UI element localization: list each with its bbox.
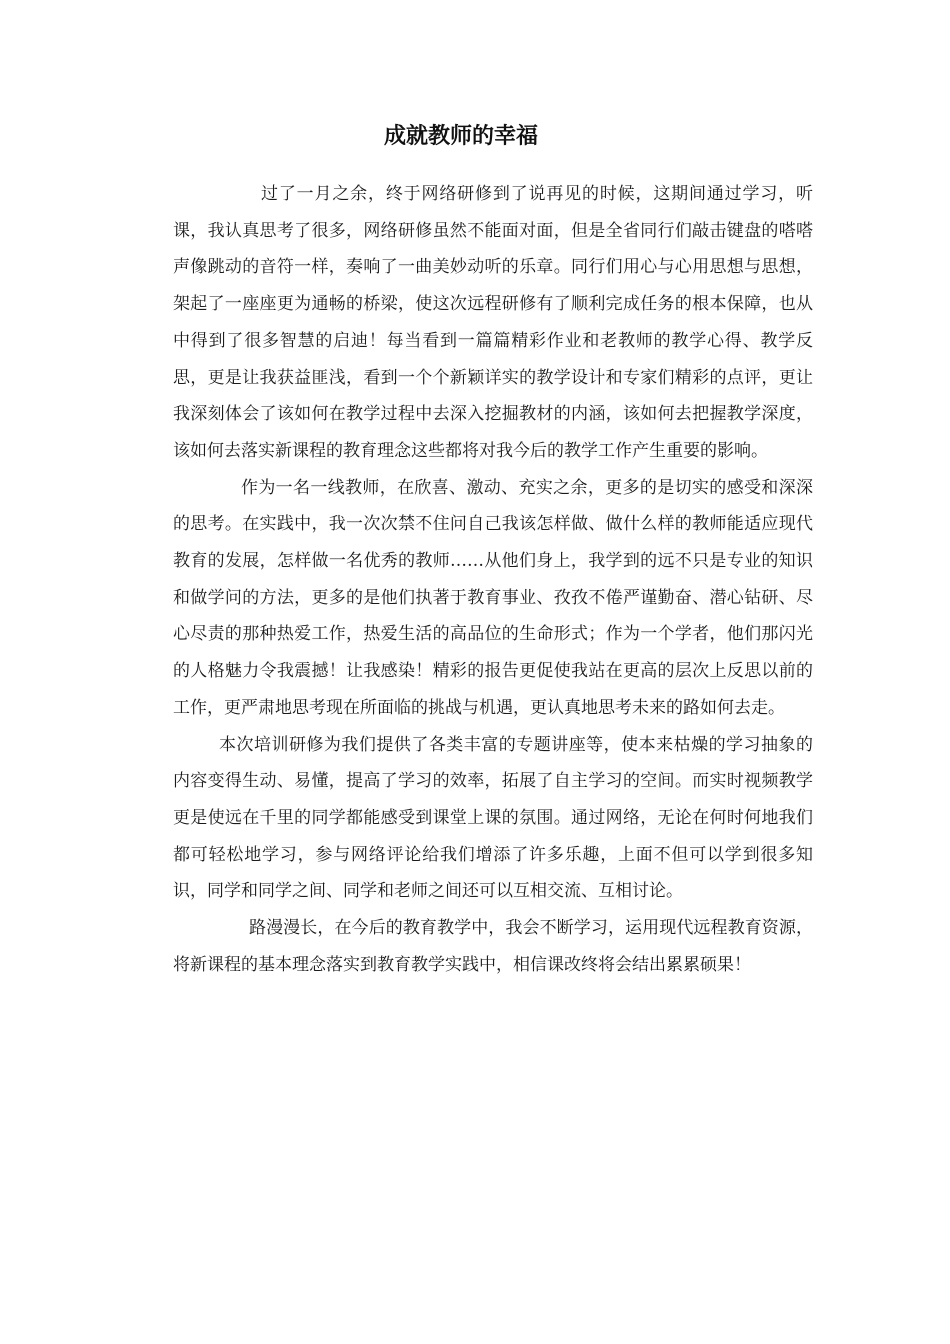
paragraph: 本次培训研修为我们提供了各类丰富的专题讲座等，使本来枯燥的学习抽象的内容变得生动、易懂，提高了学习的效率，拓展了自主学习的空间。而实时视频教学更是使远在千里的同学都能感受到课堂上课的氛围。通过网络，无论在何时何地我们都可轻松地学习，参与网络评论给我们增添了许多乐趣，上面不但可以学到很多知识，同学和同学之间、同学和老师之间还可以互相交流、互相讨论。 [173, 734, 813, 902]
paragraph: 作为一名一线教师，在欣喜、激动、充实之余，更多的是切实的感受和深深的思考。在实践中，我一次次禁不住问自己我该怎样做、做什么样的教师能适应现代教育的发展，怎样做一名优秀的教师……从他们身上，我学到的远不只是专业的知识和做学问的方法，更多的是他们执著于教育事业、孜孜不倦严谨勤奋、潜心钻研、尽心尽责的那种热爱工作，热爱生活的高品位的生命形式；作为一个学者，他们那闪光的人格魅力令我震撼！让我感染！精彩的报告更促使我站在更高的层次上反思以前的工作，更严肃地思考现在所面临的挑战与机遇，更认真地思考未来的路如何去走。 [173, 477, 813, 718]
paragraph: 过了一月之余，终于网络研修到了说再见的时候，这期间通过学习，听课，我认真思考了很多，网络研修虽然不能面对面，但是全省同行们敲击键盘的嗒嗒声像跳动的音符一样，奏响了一曲美妙动听的乐章。同行们用心与心用思想与思想，架起了一座座更为通畅的桥梁，使这次远程研修有了顺利完成任务的根本保障，也从中得到了很多智慧的启迪！每当看到一篇篇精彩作业和老教师的教学心得、教学反思，更是让我获益匪浅，看到一个个新颖详实的教学设计和专家们精彩的点评，更让我深刻体会了该如何在教学过程中去深入挖掘教材的内涵，该如何去把握教学深度，该如何去落实新课程的教育理念这些都将对我今后的教学工作产生重要的影响。 [173, 184, 813, 461]
document-body [173, 176, 813, 983]
document-title: 成就教师的幸福 [383, 124, 538, 149]
paragraph: 路漫漫长，在今后的教育教学中，我会不断学习，运用现代远程教育资源，将新课程的基本理念落实到教育教学实践中，相信课改终将会结出累累硕果！ [173, 918, 813, 975]
